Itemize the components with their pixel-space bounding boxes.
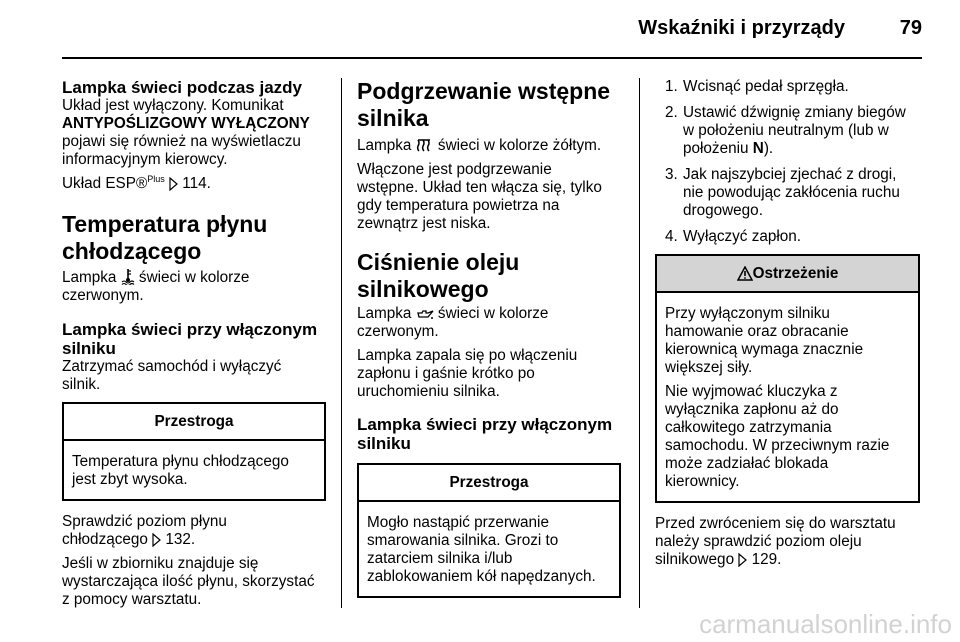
text-line: może zadziałać blokada <box>665 455 829 472</box>
text-line: hamowanie oraz obracanie <box>665 323 849 340</box>
text-line: Temperatura płynu chłodzącego <box>72 453 289 470</box>
text-line: z pomocy warsztatu. <box>62 591 202 608</box>
caution-box <box>357 463 621 598</box>
paragraph <box>62 268 326 305</box>
text-line: Ustawić dźwignię zmiany biegów <box>683 104 906 121</box>
text-line: Sprawdzić poziom płynu <box>62 513 227 530</box>
text-line: zapłonu i gaśnie krótko po <box>357 365 535 382</box>
warning-box <box>655 254 920 503</box>
text-line: czerwonym. <box>62 287 144 304</box>
text-line: Jak najszybciej zjechać z drogi, <box>683 166 897 183</box>
caution-text <box>64 441 324 499</box>
caution-text <box>359 502 619 596</box>
text-line: Włączone jest podgrzewanie <box>357 161 552 178</box>
text-line: wystarczająca ilość płynu, skorzystać <box>62 573 315 590</box>
text-line: Wcisnąć pedał sprzęgła. <box>683 78 849 95</box>
gear-position: N <box>752 140 764 157</box>
text-line: Lampka zapala się po włączeniu <box>357 347 578 364</box>
ref-page: 129. <box>751 551 782 568</box>
warning-title: Ostrzeżenie <box>752 264 839 282</box>
oil-pressure-icon <box>416 305 434 322</box>
text-line: Nie wyjmować kluczyka z <box>665 383 838 400</box>
text-line: kierownicy. <box>665 473 740 490</box>
text-line: samochodu. W przeciwnym razie <box>665 437 890 454</box>
text-line: Przed zwróceniem się do warsztatu <box>655 515 896 532</box>
step-number: 1. <box>665 78 678 95</box>
text-line: Lampka <box>62 269 117 286</box>
watermark: carmanualsonline.info <box>699 609 952 639</box>
section-heading <box>62 211 326 265</box>
message-text: ANTYPOŚLIZGOWY WYŁĄCZONY <box>62 115 310 132</box>
text-line: chłodzącego <box>62 531 148 548</box>
paragraph <box>62 97 326 169</box>
heading-line: chłodzącego <box>62 238 202 264</box>
text-line: kierownicą wymaga znacznie <box>665 341 864 358</box>
coolant-temperature-icon <box>121 269 135 286</box>
text-line: zewnątrz jest niska. <box>357 215 491 232</box>
arrow-icon <box>738 551 747 568</box>
text-line: informacyjnym kierowcy. <box>62 151 228 168</box>
text-line: całkowitego zatrzymania <box>665 419 832 436</box>
paragraph <box>357 347 621 401</box>
text-line: silnikowego <box>655 551 735 568</box>
column-divider <box>639 78 640 608</box>
column-middle <box>357 78 621 598</box>
heading-line: Temperatura płynu <box>62 211 268 237</box>
text-line: położeniu <box>683 140 749 157</box>
caution-box <box>62 402 326 501</box>
text-line: ). <box>763 140 774 157</box>
text-line: Wyłączyć zapłon. <box>683 228 802 245</box>
ref-label: Układ ESP® <box>62 175 148 192</box>
heading-line: Lampka świeci przy włączonym <box>357 415 613 434</box>
warning-triangle-icon <box>737 265 753 283</box>
warning-text <box>657 293 918 501</box>
step-number: 2. <box>665 104 678 121</box>
text-line: Jeśli w zbiorniku znajduje się <box>62 555 259 572</box>
step-number: 3. <box>665 166 678 183</box>
paragraph <box>357 305 621 341</box>
column-left <box>62 78 326 609</box>
text-line: wstępne. Układ ten włącza się, tylko <box>357 179 602 196</box>
section-heading <box>62 320 326 358</box>
arrow-icon <box>169 175 178 192</box>
header-title: Wskaźniki i przyrządy <box>638 17 845 39</box>
paragraph <box>62 358 326 394</box>
text-line: Lampka <box>357 137 412 154</box>
paragraph <box>357 137 621 155</box>
text-line: gdy temperatura powietrza na <box>357 197 560 214</box>
paragraph <box>357 161 621 233</box>
heading-line: silniku <box>357 434 411 453</box>
text-line: Układ jest wyłączony. Komunikat <box>62 97 284 114</box>
text-line: smarowania silnika. Grozi to <box>367 532 559 549</box>
list-item <box>655 166 920 220</box>
heading-line: silnika <box>357 105 429 131</box>
list-item <box>655 228 920 246</box>
text-line: drogowego. <box>683 202 763 219</box>
caution-title: Przestroga <box>64 404 324 441</box>
heading-line: Podgrzewanie wstępne <box>357 78 611 104</box>
text-line: w położeniu neutralnym (lub w <box>683 122 889 139</box>
text-line: Przy wyłączonym silniku <box>665 305 830 322</box>
cross-reference <box>62 175 326 193</box>
step-list <box>655 78 920 246</box>
paragraph <box>655 515 920 569</box>
glow-plug-icon <box>416 137 434 154</box>
arrow-icon <box>152 531 161 548</box>
warning-header <box>657 256 918 293</box>
caution-title: Przestroga <box>359 465 619 502</box>
text-line: zatarciem silnika i/lub <box>367 550 513 567</box>
text-line: zablokowaniem kół napędzanych. <box>367 568 596 585</box>
section-heading: Ciśnienie oleju silnikowego <box>357 249 520 302</box>
step-number: 4. <box>665 228 678 245</box>
page-header <box>62 0 922 59</box>
section-heading <box>357 78 621 132</box>
heading-line: Lampka świeci przy włączonym <box>62 320 318 339</box>
column-right <box>655 78 920 569</box>
text-line: uruchomieniu silnika. <box>357 383 500 400</box>
ref-superscript: Plus <box>147 174 165 184</box>
text-line: jest zbyt wysoka. <box>72 471 188 488</box>
ref-page: 114. <box>182 175 211 192</box>
text-line: większej siły. <box>665 359 753 376</box>
text-line: Lampka <box>357 305 412 322</box>
page-number: 79 <box>899 17 922 39</box>
text-line: świeci w kolorze <box>437 305 549 322</box>
section-heading: Lampka świeci podczas jazdy <box>62 78 302 97</box>
text-line: nie powodując zakłócenia ruchu <box>683 184 900 201</box>
list-item <box>655 104 920 158</box>
text-line: świeci w kolorze <box>138 269 250 286</box>
text-line: należy sprawdzić poziom oleju <box>655 533 862 550</box>
ref-page: 132. <box>165 531 196 548</box>
list-item <box>655 78 920 96</box>
text-line: pojawi się również na wyświetlaczu <box>62 133 301 150</box>
column-divider <box>341 78 342 608</box>
paragraph <box>62 555 326 609</box>
text-line: Mogło nastąpić przerwanie <box>367 514 549 531</box>
text-line: silnik. <box>62 376 101 393</box>
text-line: Zatrzymać samochód i wyłączyć <box>62 358 282 375</box>
section-heading <box>357 415 621 453</box>
text-line: wyłącznika zapłonu aż do <box>665 401 839 418</box>
paragraph <box>62 513 326 549</box>
text-line: czerwonym. <box>357 323 439 340</box>
text-line: świeci w kolorze żółtym. <box>437 137 602 154</box>
heading-line: silniku <box>62 339 116 358</box>
